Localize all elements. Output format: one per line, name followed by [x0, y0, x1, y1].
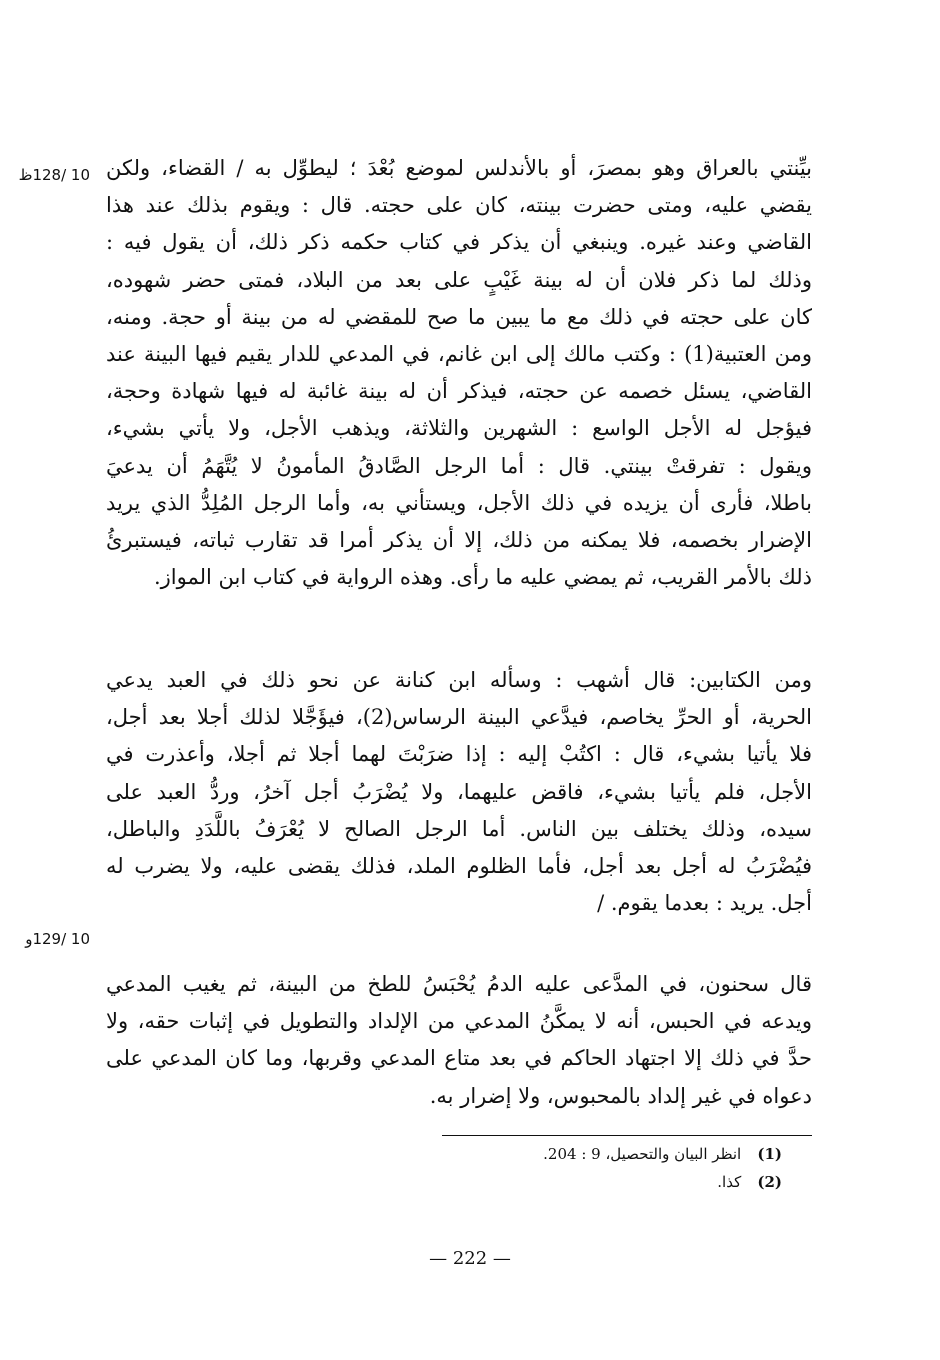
text-line: فيؤجل له الأجل الواسع : الشهرين والثلاثة، ويذهب الأجل، ولا يأتي بشيء،: [106, 416, 812, 441]
text-line: سيده، وذلك يختلف بين الناس. أما الرجل الصالح لا يُعْرَفُ باللَّدَدِ والباطل،: [106, 816, 812, 841]
text-line: الإضرار بخصمه، فلا يمكنه من ذلك، إلا أن يذكر أمرا قد تقارب ثباته، فيستبرئُ: [106, 527, 812, 552]
page-number: — 222 —: [429, 1248, 511, 1269]
text-line: يقضي عليه، ومتى حضرت بينته، كان على حجته. قال : ويقوم بذلك عند هذا: [106, 193, 812, 218]
text-line: القاضي، يسئل خصمه عن حجته، فيذكر أن له بينة غائبة له فيها شهادة وحجة،: [106, 379, 812, 404]
footnote-text: انظر البيان والتحصيل، 9 : 204.: [543, 1145, 742, 1163]
text-line: فيُضْرَبُ له أجل بعد أجل، فأما الظلوم الملد، فذلك يقضى عليه، ولا يضرب له: [106, 853, 812, 878]
paragraph-1: [106, 150, 812, 596]
text-line: أجل. يريد : بعدما يقوم. /: [597, 891, 812, 916]
footnote-divider: [442, 1135, 812, 1136]
paragraph-3: [106, 966, 812, 1115]
text-line: الأجل، فلم يأتيا بشيء، فاقض عليهما، ولا يُضْرَبُ أجل آخرُ، وردُّ العبد على: [106, 779, 812, 804]
footnote-number: (2): [757, 1173, 782, 1191]
text-line: باطلا، فأرى أن يزيده في ذلك الأجل، ويستأني به، وأما الرجل المُلِدُّ الذي يريد: [106, 490, 812, 515]
text-line: وذلك لما ذكر فلان أن له بينة غَيْبٍ على بعد من البلاد، فمتى حضر شهوده،: [106, 267, 812, 292]
text-line: ويقول : تفرقتْ بينتي. قال : أما الرجل الصَّادقُ المأمونُ لا يُتَّهَمُ أن يدعيَ: [106, 453, 812, 478]
text-line: حدَّ في ذلك إلا اجتهاد الحاكم في بعد متاع المدعي وقربها، وما كان المدعي على: [106, 1046, 812, 1071]
footnote-number: (1): [757, 1145, 782, 1163]
footnotes: [300, 1140, 782, 1196]
text-line: ومن الكتابين: قال أشهب : وسأله ابن كنانة عن نحو ذلك في العبد يدعي: [106, 668, 812, 692]
footnote-1: [300, 1140, 782, 1168]
text-line: ويدعه في الحبس، أنه لا يمكَّنُ المدعي من الإلداد والتطويل في إثبات حقه، ولا: [106, 1009, 812, 1034]
text-line: كان على حجته في ذلك مع ما يبين ما صح للمقضي له من بينة أو حجة. ومنه،: [106, 304, 812, 329]
text-line: الحرية، أو الحرِّ يخاصم، فيدَّعي البينة الرساس(2)، فيؤَجَّلا لذلك أجلا بعد أجل،: [106, 705, 812, 730]
footnote-2: [300, 1168, 782, 1196]
text-line: فلا يأتيا بشيء، قال : اكتُبْ إليه : إذا ضرَبْتَ لهما أجلا ثم أجلا، وأعذرت في: [106, 742, 812, 767]
text-line: ذلك بالأمر القريب، ثم يمضي عليه ما رأى. وهذه الرواية في كتاب ابن المواز.: [153, 565, 812, 590]
paragraph-2: [106, 662, 812, 922]
text-line: بيِّنتي بالعراق وهو بمصرَ، أو بالأندلس لموضع بُعْدَ ؛ ليطوِّل به / القضاء، ولكن: [106, 156, 812, 180]
text-line: دعواه في غير إلداد بالمحبوس، ولا إضرار به.: [429, 1083, 812, 1108]
folio-marker-128: 10 /128ظ: [18, 166, 90, 184]
text-line: ومن العتبية(1) : وكتب مالك إلى ابن غانم، في المدعي للدار يقيم فيها البينة عند: [106, 341, 812, 366]
folio-marker-129: 10 /129و: [25, 930, 90, 948]
footnote-text: كذا.: [717, 1173, 742, 1191]
text-line: قال سحنون، في المدَّعى عليه الدمُ يُحْبَسُ للطخ من البينة، ثم يغيب المدعي: [106, 972, 812, 996]
text-line: القاضي وعند غيره. وينبغي أن يذكر في كتاب حكمه ذكر ذلك، أن يقول فيه :: [106, 230, 812, 255]
